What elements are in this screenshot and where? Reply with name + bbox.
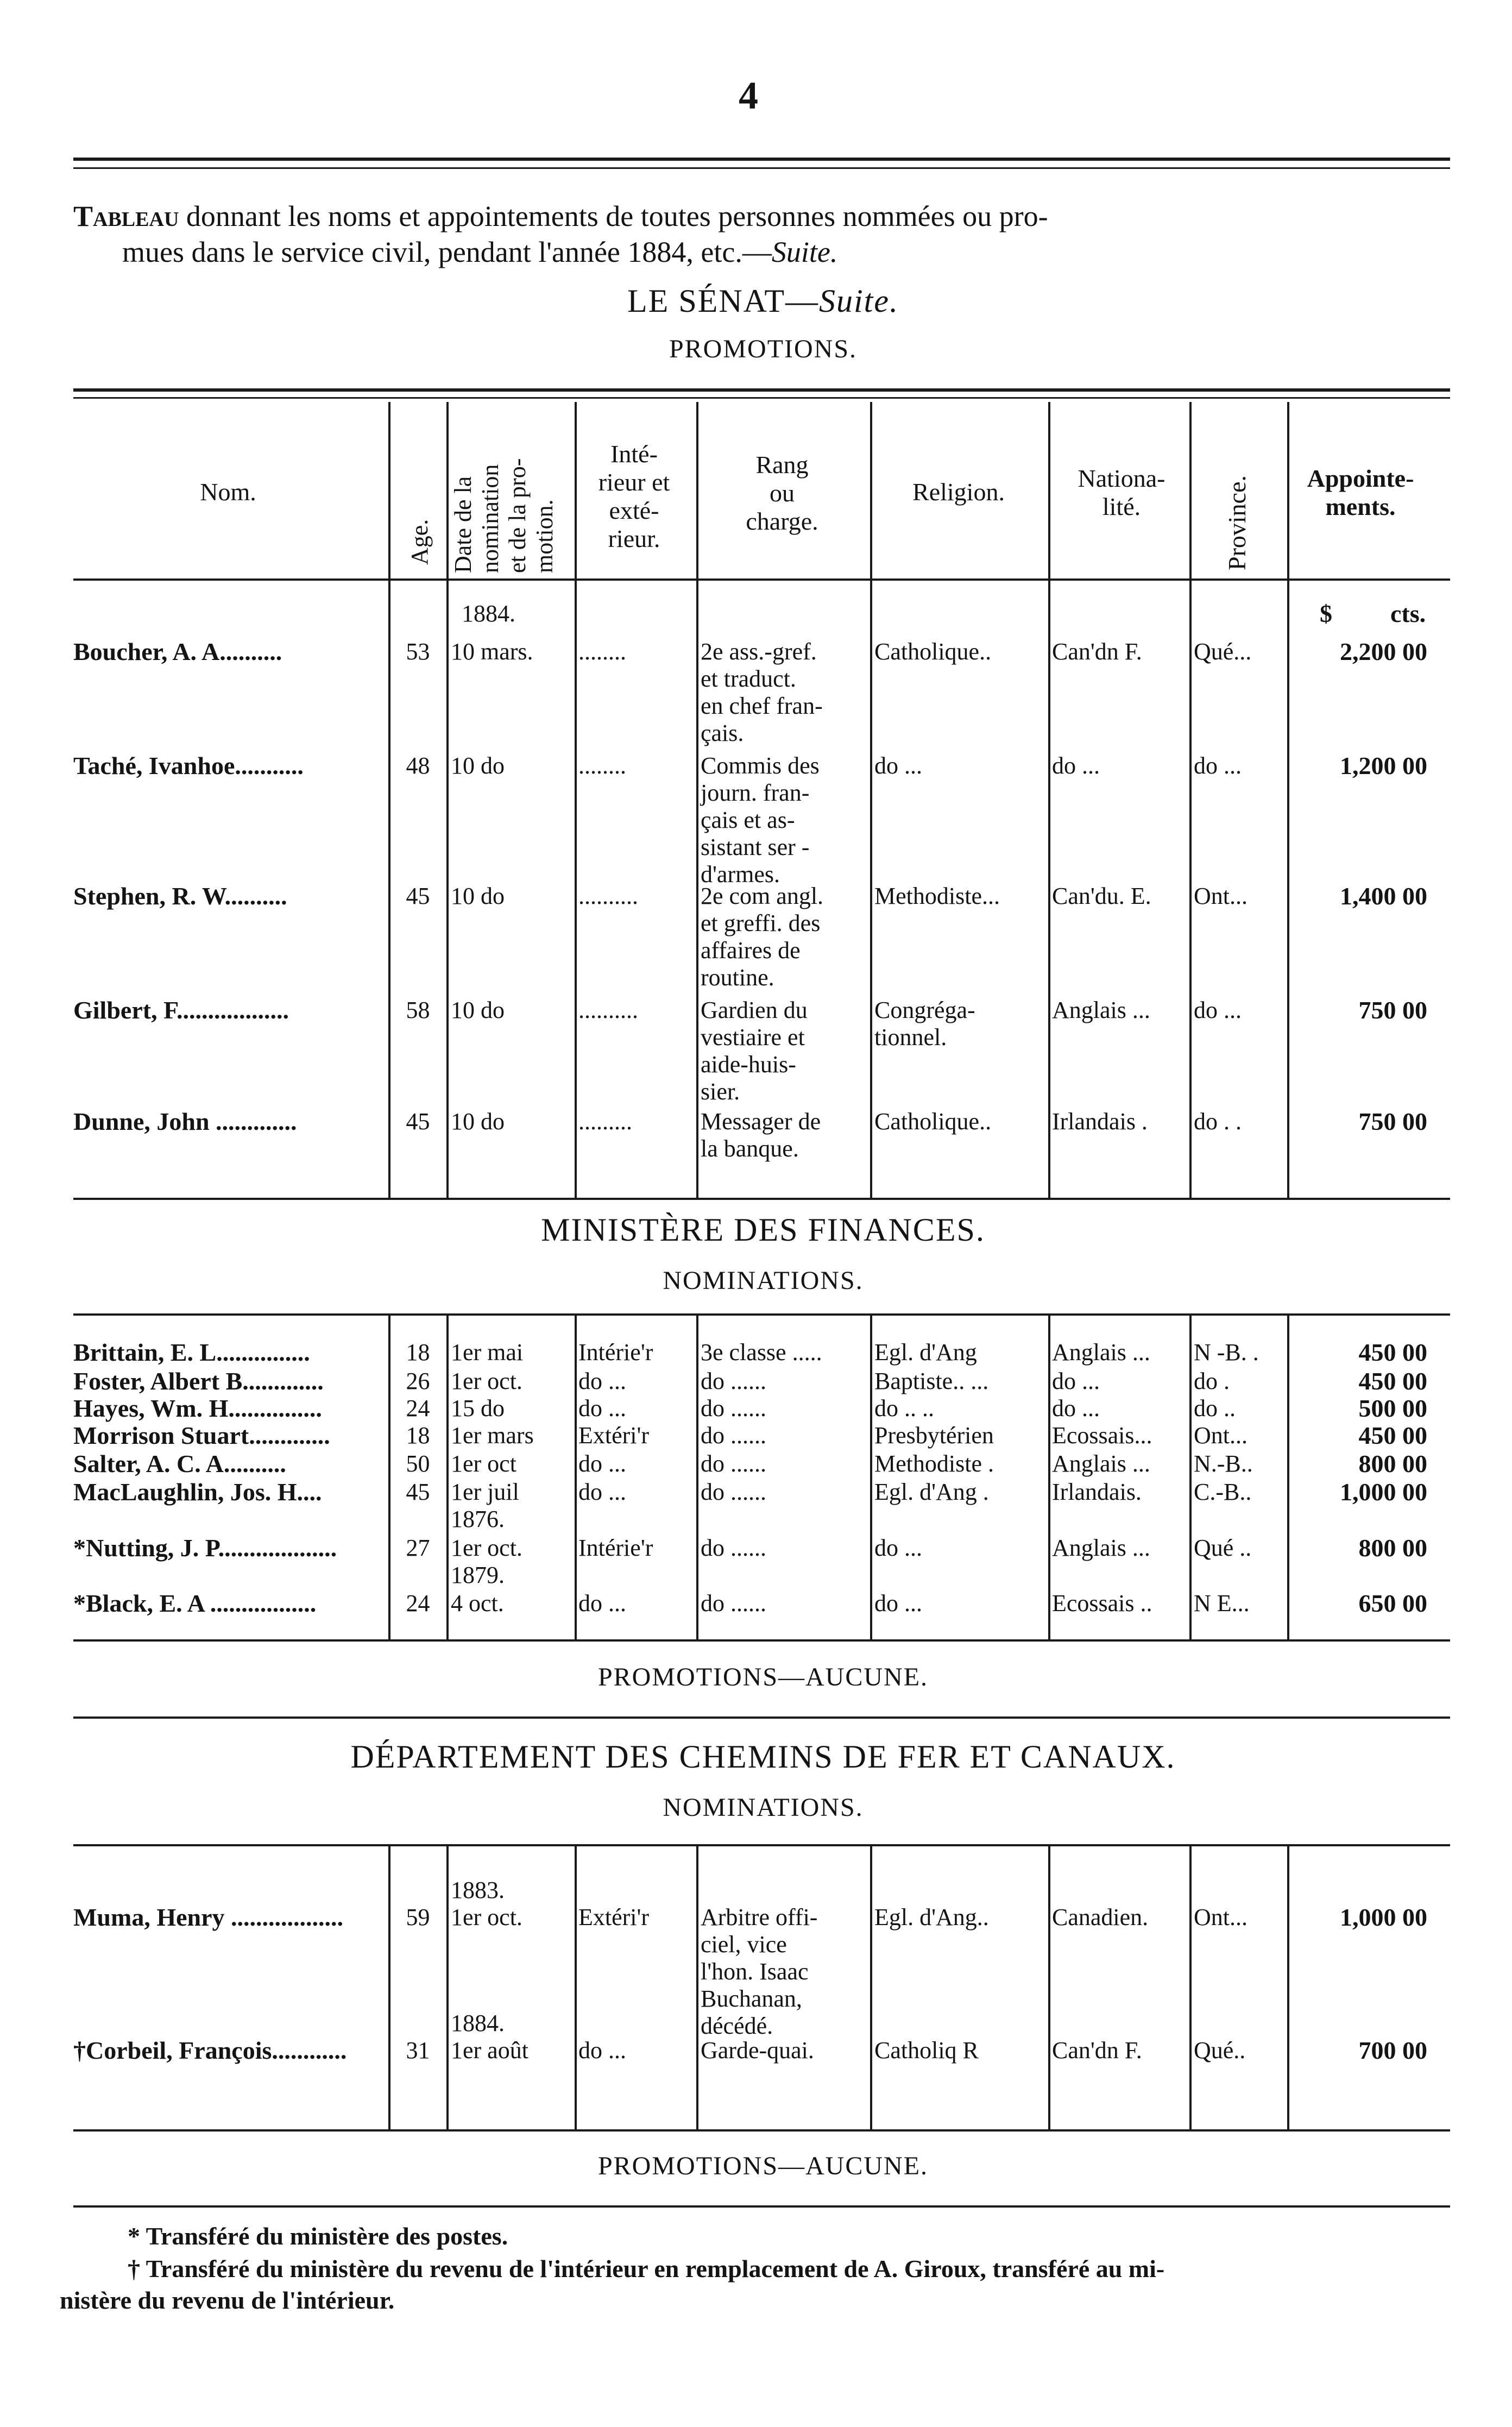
row-province: do ..: [1194, 1395, 1236, 1422]
chemins-top-rule: [73, 1844, 1450, 1846]
col-interieur-4: rieur.: [608, 525, 660, 552]
col-date-1: Date de la: [450, 476, 476, 573]
row-rang: ciel, vice: [701, 1931, 787, 1958]
row-rang: sier.: [701, 1078, 740, 1105]
row-nationalite: Canadien.: [1052, 1904, 1149, 1931]
header-bottom-rule: [73, 579, 1450, 581]
table-title: [73, 198, 1453, 270]
row-religion: Egl. d'Ang .: [874, 1479, 989, 1505]
row-province: Qué ..: [1194, 1535, 1252, 1561]
row-nationalite: Anglais ...: [1052, 1535, 1150, 1561]
header-rule: [73, 388, 1450, 392]
row-name: †Corbeil, François............: [73, 2036, 347, 2064]
row-province: N -B. .: [1194, 1339, 1259, 1366]
row-appointements: 650 00: [1358, 1589, 1427, 1617]
row-rang: l'hon. Isaac: [701, 1958, 809, 1985]
vline: [1287, 402, 1289, 1198]
vline: [575, 402, 577, 1198]
row-religion: do ...: [874, 1590, 922, 1617]
row-name: Taché, Ivanhoe...........: [73, 752, 304, 779]
vline: [870, 1844, 872, 2129]
row-date: 1er oct.: [451, 1904, 522, 1931]
row-province: Qué...: [1194, 638, 1252, 665]
col-rang-1: Rang: [755, 451, 809, 479]
col-appointements: [1298, 464, 1423, 521]
row-rang: çais.: [701, 720, 744, 746]
vline: [1189, 402, 1192, 1198]
title-lead: Tableau: [73, 200, 179, 232]
row-religion: Catholique..: [874, 1108, 992, 1135]
row-name: Hayes, Wm. H...............: [73, 1394, 322, 1422]
row-province: Ont...: [1194, 1422, 1248, 1449]
finances-promotions: PROMOTIONS—AUCUNE.: [597, 1663, 929, 1692]
vline: [1048, 1313, 1050, 1639]
row-rang: 3e classe .....: [701, 1339, 822, 1366]
row-religion: Presbytérien: [874, 1422, 994, 1449]
row-religion: do .. ..: [874, 1395, 934, 1422]
vline: [446, 1313, 449, 1639]
finances-title: MINISTÈRE DES FINANCES.: [541, 1212, 985, 1248]
row-rang: do ......: [701, 1590, 766, 1617]
row-interieur: Intérie'r: [578, 1535, 653, 1561]
col-interieur: [576, 440, 692, 553]
row-appointements: 750 00: [1358, 996, 1427, 1024]
row-nationalite: Irlandais .: [1052, 1108, 1148, 1135]
row-province: N E...: [1194, 1590, 1250, 1617]
row-rang: do ......: [701, 1368, 766, 1394]
row-province: C.-B..: [1194, 1479, 1252, 1505]
row-appointements: 1,400 00: [1340, 882, 1427, 910]
row-interieur: Intérie'r: [578, 1339, 653, 1366]
col-interieur-2: rieur et: [598, 468, 670, 496]
col-nom: Nom.: [200, 478, 256, 506]
vline: [575, 1844, 577, 2129]
row-age: 26: [406, 1368, 430, 1394]
row-age: 59: [406, 1904, 430, 1931]
footnote-2: † Transféré du ministère du revenu de l'intérieur en remplacement de A. Giroux, transféré au mi-: [128, 2255, 1165, 2283]
senat-bottom-rule: [73, 1198, 1450, 1200]
senat-year: 1884.: [462, 600, 515, 627]
row-appointements: 450 00: [1358, 1338, 1427, 1366]
row-date: 1er août: [451, 2037, 528, 2064]
row-religion: do ...: [874, 1535, 922, 1561]
col-date-4: motion.: [531, 499, 558, 573]
row-religion: do ...: [874, 752, 922, 779]
row-religion: Catholiq R: [874, 2037, 979, 2064]
row-appointements: 500 00: [1358, 1394, 1427, 1422]
row-name: Stephen, R. W..........: [73, 882, 287, 910]
row-interieur: .........: [578, 1108, 632, 1135]
row-religion: Methodiste...: [874, 883, 1000, 909]
finances-end-rule: [73, 1716, 1450, 1719]
row-rang: do ......: [701, 1395, 766, 1422]
row-interieur: do ...: [578, 1479, 626, 1505]
row-nationalite: Anglais ...: [1052, 1450, 1150, 1477]
row-rang: routine.: [701, 964, 774, 991]
row-nationalite: do ...: [1052, 1395, 1100, 1422]
row-rang: sistant ser -: [701, 834, 810, 860]
row-date: 10 do: [451, 997, 505, 1023]
title-line2-italic: Suite.: [771, 236, 838, 268]
row-rang: aide-huis-: [701, 1051, 796, 1078]
row-date: 10 do: [451, 752, 505, 779]
senat-title-text: LE SÉNAT—: [627, 283, 819, 319]
row-nationalite: Ecossais...: [1052, 1422, 1152, 1449]
row-appointements: 1,000 00: [1340, 1903, 1427, 1931]
row-religion: Egl. d'Ang: [874, 1339, 977, 1366]
chemins-title: DÉPARTEMENT DES CHEMINS DE FER ET CANAUX.: [350, 1739, 1176, 1775]
vline: [446, 402, 449, 1198]
vline: [575, 1313, 577, 1639]
row-appointements: 1,200 00: [1340, 752, 1427, 779]
row-rang: Arbitre offi-: [701, 1904, 818, 1931]
row-age: 50: [406, 1450, 430, 1477]
vline: [870, 402, 872, 1198]
col-age: Age.: [406, 519, 433, 565]
vline: [870, 1313, 872, 1639]
row-rang: 2e com angl.: [701, 883, 824, 909]
row-nationalite: Irlandais.: [1052, 1479, 1142, 1505]
row-name: Dunne, John .............: [73, 1108, 297, 1135]
row-appointements: 450 00: [1358, 1367, 1427, 1395]
row-rang: 2e ass.-gref.: [701, 638, 817, 665]
row-date: 1er oct.: [451, 1535, 522, 1561]
row-rang: d'armes.: [701, 861, 780, 888]
cents: cts.: [1390, 600, 1426, 627]
row-interieur: ..........: [578, 997, 638, 1023]
row-age: 18: [406, 1422, 430, 1449]
col-interieur-3: exté-: [609, 496, 659, 524]
row-rang: Buchanan,: [701, 1985, 802, 2012]
row-nationalite: Ecossais ..: [1052, 1590, 1152, 1617]
row-appointements: 800 00: [1358, 1450, 1427, 1477]
row-province: Ont...: [1194, 883, 1248, 909]
row-rang: journ. fran-: [701, 779, 810, 806]
senat-title-italic: Suite.: [819, 283, 899, 319]
top-rule-2: [73, 167, 1450, 169]
footnote-1: * Transféré du ministère des postes.: [128, 2222, 508, 2250]
row-age: 27: [406, 1535, 430, 1561]
col-rang-3: charge.: [746, 507, 818, 535]
row-rang: do ......: [701, 1535, 766, 1561]
row-interieur: Extéri'r: [578, 1422, 650, 1449]
row-rang: do ......: [701, 1450, 766, 1477]
row-nationalite: Can'dn F.: [1052, 2037, 1142, 2064]
col-interieur-1: Inté-: [610, 440, 658, 468]
row-rang: et traduct.: [701, 665, 796, 692]
row-date: 10 do: [451, 883, 505, 909]
col-date-3: et de la pro-: [504, 458, 531, 573]
row-age: 24: [406, 1590, 430, 1617]
vline: [1048, 402, 1050, 1198]
header-rule-2: [73, 397, 1450, 399]
row-interieur: do ...: [578, 1368, 626, 1394]
row-name: Muma, Henry ..................: [73, 1903, 344, 1931]
row-age: 45: [406, 1479, 430, 1505]
row-date: 1er juil: [451, 1479, 519, 1505]
col-religion: Religion.: [912, 478, 1005, 506]
row-interieur: ........: [578, 752, 626, 779]
row-rang: do ......: [701, 1422, 766, 1449]
row-rang: Garde-quai.: [701, 2037, 814, 2064]
row-age: 45: [406, 1108, 430, 1135]
row-province: do ...: [1194, 752, 1242, 779]
col-appointements-2: ments.: [1325, 493, 1396, 520]
vline: [696, 402, 698, 1198]
row-date: 15 do: [451, 1395, 505, 1422]
row-religion: tionnel.: [874, 1024, 947, 1051]
title-line2: mues dans le service civil, pendant l'année 1884, etc.—: [122, 236, 772, 268]
page-number: 4: [739, 74, 758, 117]
row-appointements: 750 00: [1358, 1108, 1427, 1135]
row-date: 1879.: [451, 1562, 505, 1588]
finances-top-rule: [73, 1313, 1450, 1316]
senat-subtitle: PROMOTIONS.: [669, 335, 858, 363]
top-rule: [73, 158, 1450, 161]
row-name: Salter, A. C. A..........: [73, 1450, 286, 1477]
vline: [1287, 1844, 1289, 2129]
row-interieur: ..........: [578, 883, 638, 909]
chemins-end-rule: [73, 2205, 1450, 2208]
row-name: Boucher, A. A..........: [73, 638, 282, 665]
row-rang: Messager de: [701, 1108, 821, 1135]
row-rang: Commis des: [701, 752, 820, 779]
vline: [388, 1844, 390, 2129]
col-date-2: nomination: [477, 464, 503, 573]
vline: [446, 1844, 449, 2129]
row-appointements: 1,000 00: [1340, 1478, 1427, 1506]
row-nationalite: Anglais ...: [1052, 1339, 1150, 1366]
row-date: 1er oct: [451, 1450, 516, 1477]
row-date: 1876.: [451, 1506, 505, 1532]
row-appointements: 2,200 00: [1340, 638, 1427, 665]
row-appointements: 800 00: [1358, 1534, 1427, 1562]
vline: [696, 1844, 698, 2129]
row-name: *Black, E. A .................: [73, 1589, 317, 1617]
row-date: 1er oct.: [451, 1368, 522, 1394]
row-interieur: Extéri'r: [578, 1904, 650, 1931]
row-religion: Methodiste .: [874, 1450, 994, 1477]
chemins-subtitle: NOMINATIONS.: [663, 1793, 864, 1822]
chemins-bottom-rule: [73, 2129, 1450, 2132]
row-age: 45: [406, 883, 430, 909]
finances-subtitle: NOMINATIONS.: [663, 1266, 864, 1295]
row-rang: affaires de: [701, 937, 801, 964]
row-rang: Gardien du: [701, 997, 808, 1023]
row-date: 10 mars.: [451, 638, 533, 665]
row-appointements: 700 00: [1358, 2036, 1427, 2064]
row-religion: Egl. d'Ang..: [874, 1904, 989, 1931]
vline: [696, 1313, 698, 1639]
row-nationalite: Anglais ...: [1052, 997, 1150, 1023]
row-province: Qué..: [1194, 2037, 1246, 2064]
row-religion: Catholique..: [874, 638, 992, 665]
row-rang: et greffi. des: [701, 910, 821, 936]
row-province: do ...: [1194, 997, 1242, 1023]
col-nationalite-2: lité.: [1102, 493, 1141, 520]
row-nationalite: do ...: [1052, 752, 1100, 779]
row-name: Gilbert, F..................: [73, 996, 289, 1024]
row-date: 1er mars: [451, 1422, 534, 1449]
row-interieur: do ...: [578, 1590, 626, 1617]
row-name: Foster, Albert B.............: [73, 1367, 324, 1395]
col-rang-2: ou: [770, 479, 795, 507]
row-rang: en chef fran-: [701, 693, 823, 719]
row-date: 1er mai: [451, 1339, 524, 1366]
row-province: do . .: [1194, 1108, 1242, 1135]
row-name: MacLaughlin, Jos. H....: [73, 1478, 322, 1506]
senat-title: [73, 282, 1453, 320]
col-appointements-1: Appointe-: [1307, 464, 1414, 492]
col-rang: [698, 451, 866, 536]
row-age: 18: [406, 1339, 430, 1366]
row-age: 53: [406, 638, 430, 665]
vline: [388, 402, 390, 1198]
row-age: 58: [406, 997, 430, 1023]
row-religion: Baptiste.. ...: [874, 1368, 989, 1394]
row-date: 10 do: [451, 1108, 505, 1135]
vline: [1048, 1844, 1050, 2129]
row-year: 1883.: [451, 1877, 505, 1903]
row-rang: çais et as-: [701, 807, 795, 833]
row-interieur: do ...: [578, 1450, 626, 1477]
row-name: *Nutting, J. P...................: [73, 1534, 337, 1562]
col-province: Province.: [1223, 475, 1251, 570]
col-nationalite-1: Nationa-: [1078, 464, 1166, 492]
col-nationalite: [1051, 464, 1192, 521]
footnote-3: nistère du revenu de l'intérieur.: [60, 2286, 395, 2314]
vline: [1287, 1313, 1289, 1639]
row-province: N.-B..: [1194, 1450, 1253, 1477]
row-date: 4 oct.: [451, 1590, 504, 1617]
row-nationalite: Can'dn F.: [1052, 638, 1142, 665]
row-name: Brittain, E. L...............: [73, 1338, 310, 1366]
row-religion: Congréga-: [874, 997, 975, 1023]
row-rang: do ......: [701, 1479, 766, 1505]
row-name: Morrison Stuart.............: [73, 1422, 330, 1449]
row-nationalite: do ...: [1052, 1368, 1100, 1394]
title-text: donnant les noms et appointements de toutes personnes nommées ou pro-: [179, 200, 1048, 232]
vline: [1189, 1313, 1192, 1639]
row-interieur: do ...: [578, 1395, 626, 1422]
row-province: do .: [1194, 1368, 1230, 1394]
row-age: 31: [406, 2037, 430, 2064]
row-interieur: ........: [578, 638, 626, 665]
row-appointements: 450 00: [1358, 1422, 1427, 1449]
vline: [388, 1313, 390, 1639]
currency: $: [1320, 600, 1332, 627]
row-age: 24: [406, 1395, 430, 1422]
chemins-promotions: PROMOTIONS—AUCUNE.: [597, 2152, 929, 2180]
vline: [1189, 1844, 1192, 2129]
row-interieur: do ...: [578, 2037, 626, 2064]
row-province: Ont...: [1194, 1904, 1248, 1931]
row-rang: la banque.: [701, 1135, 799, 1162]
row-year: 1884.: [451, 2010, 505, 2036]
row-rang: décédé.: [701, 2013, 773, 2039]
row-age: 48: [406, 752, 430, 779]
finances-bottom-rule: [73, 1639, 1450, 1642]
row-nationalite: Can'du. E.: [1052, 883, 1151, 909]
row-rang: vestiaire et: [701, 1024, 805, 1051]
